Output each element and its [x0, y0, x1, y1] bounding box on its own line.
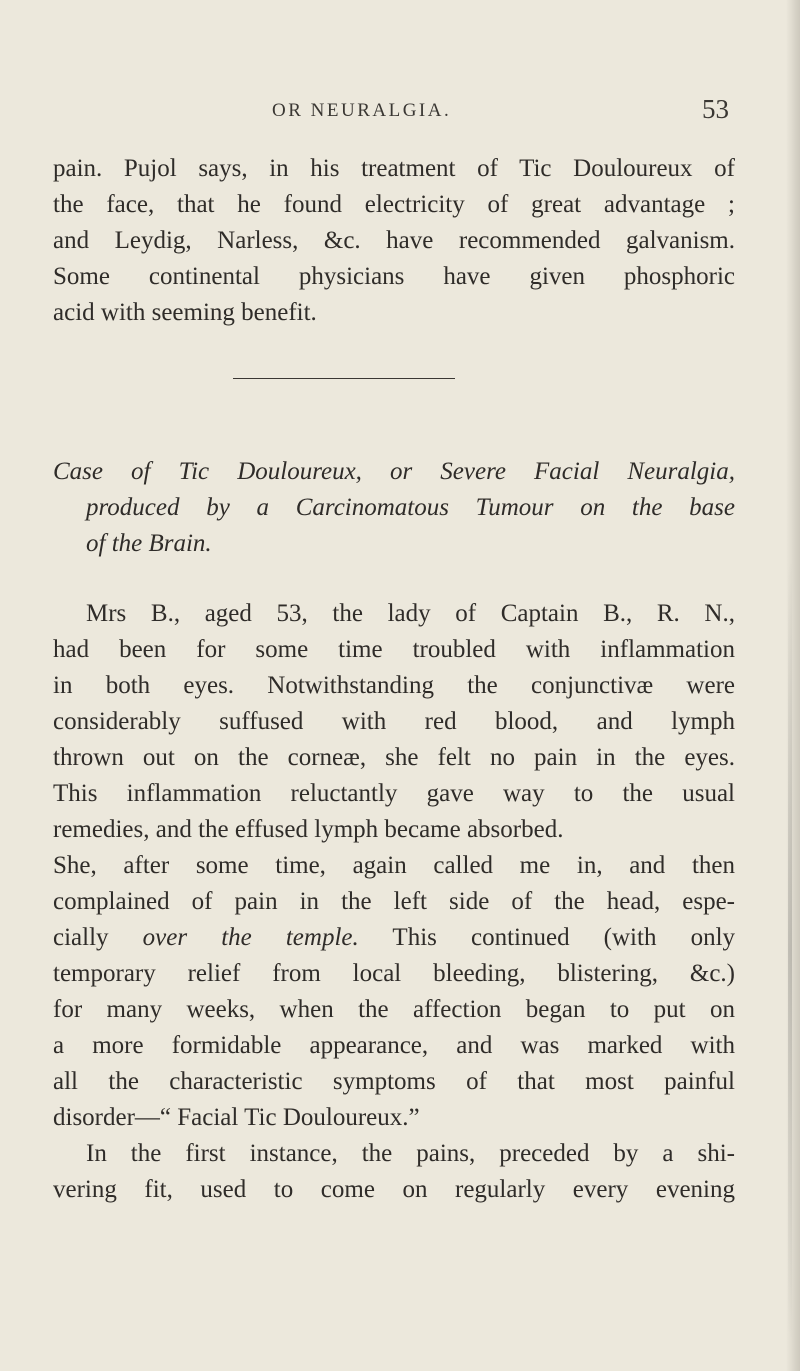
text-line: She, after some time, again called me in, and then	[53, 852, 735, 879]
text-line: pain. Pujol says, in his treatment of Tic Douloureux of	[53, 155, 735, 182]
text-line	[53, 920, 735, 956]
text-line: for many weeks, when the affection began to put on	[53, 996, 735, 1023]
running-head: OR NEURALGIA.	[272, 100, 452, 121]
text-line: vering fit, used to come on regularly every evening	[53, 1176, 735, 1203]
text-line: had been for some time troubled with inflammation	[53, 636, 735, 663]
paragraph-3	[53, 1136, 743, 1208]
page-header	[0, 94, 800, 134]
text-line: and Leydig, Narless, &c. have recommended galvanism.	[53, 227, 735, 254]
page-bleed-mark	[788, 560, 792, 1340]
paragraph-1-end	[53, 776, 743, 848]
text-line: Some continental physicians have given phosphoric	[53, 263, 735, 290]
text-line: thrown out on the corneæ, she felt no pain in the eyes.	[53, 744, 735, 771]
text-line: disorder—“ Facial Tic Douloureux.”	[53, 1104, 420, 1131]
text-line: all the characteristic symptoms of that most painful	[53, 1068, 735, 1095]
paragraph-2	[53, 848, 743, 1136]
text-line: complained of pain in the left side of the head, espe-	[53, 888, 735, 915]
text-line: acid with seeming benefit.	[53, 299, 317, 326]
text-line: In the first instance, the pains, preceded by a shi-	[86, 1140, 735, 1167]
section-divider	[233, 378, 455, 379]
paragraph-1	[53, 596, 743, 776]
text-line: in both eyes. Notwithstanding the conjunctivæ were	[53, 672, 735, 699]
italic-phrase: over the temple.	[142, 924, 359, 951]
page-number: 53	[702, 94, 729, 124]
text-line: Mrs B., aged 53, the lady of Captain B., R. N.,	[86, 600, 735, 627]
text-line: a more formidable appearance, and was marked with	[53, 1032, 735, 1059]
text-fragment: This continued (with only	[392, 924, 736, 951]
text-line: the face, that he found electricity of great advantage ;	[53, 191, 735, 218]
text-line: This inflammation reluctantly gave way to the usual	[53, 780, 735, 807]
text-line: considerably suffused with red blood, and lymph	[53, 708, 735, 735]
heading-line: Case of Tic Douloureux, or Severe Facial Neuralgia,	[53, 458, 735, 485]
heading-line: produced by a Carcinomatous Tumour on the base	[86, 494, 735, 521]
intro-paragraph	[53, 151, 743, 331]
text-line: temporary relief from local bleeding, blistering, &c.)	[53, 960, 735, 987]
text-line: remedies, and the effused lymph became absorbed.	[53, 816, 564, 843]
heading-line: of the Brain.	[86, 530, 212, 557]
case-heading	[53, 454, 743, 562]
text-fragment: cially	[53, 924, 109, 951]
